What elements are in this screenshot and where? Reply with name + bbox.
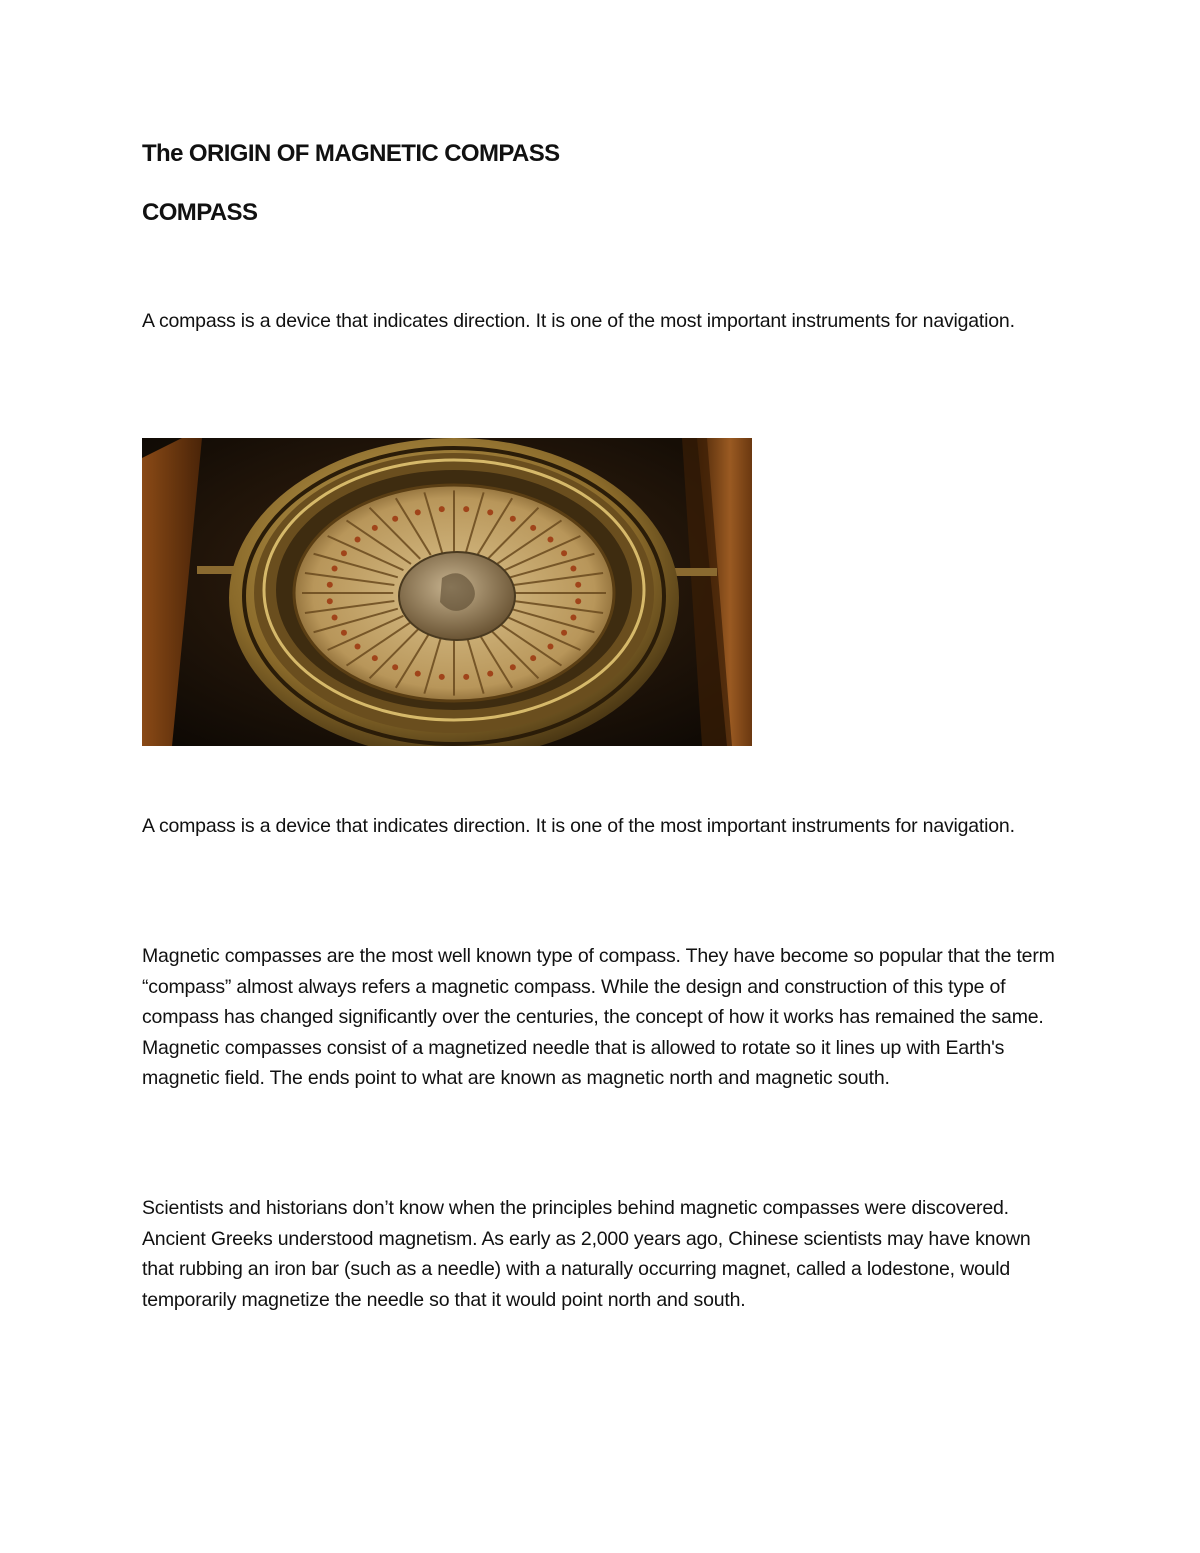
paragraph-intro: A compass is a device that indicates direction. It is one of the most important instruments for navigation. [142, 310, 1015, 332]
paragraph-intro-repeat: A compass is a device that indicates direction. It is one of the most important instruments for navigation. [142, 815, 1015, 837]
document-subtitle: COMPASS [142, 199, 258, 226]
paragraph-history: Scientists and historians don’t know when the principles behind magnetic compasses were discovered. Ancient Greeks understood magnetism. As early as 2,000 years ago, Chinese scientists may have known that rubbing an iron bar (such as a needle) with a naturally occurring magnet, called a lodestone, would temporarily magnetize the needle so that it would point north and south. [142, 1197, 1031, 1311]
compass-photo [142, 438, 752, 746]
document-title: The ORIGIN OF MAGNETIC COMPASS [142, 140, 560, 167]
paragraph-magnetic-compasses: Magnetic compasses are the most well known type of compass. They have become so popular that the term “compass” almost always refers a magnetic compass. While the design and construction of this type of compass has changed significantly over the centuries, the concept of how it works has remained the same. Magnetic compasses consist of a magnetized needle that is allowed to rotate so it lines up with Earth's magnetic field. The ends point to what are known as magnetic north and magnetic south. [142, 945, 1055, 1089]
